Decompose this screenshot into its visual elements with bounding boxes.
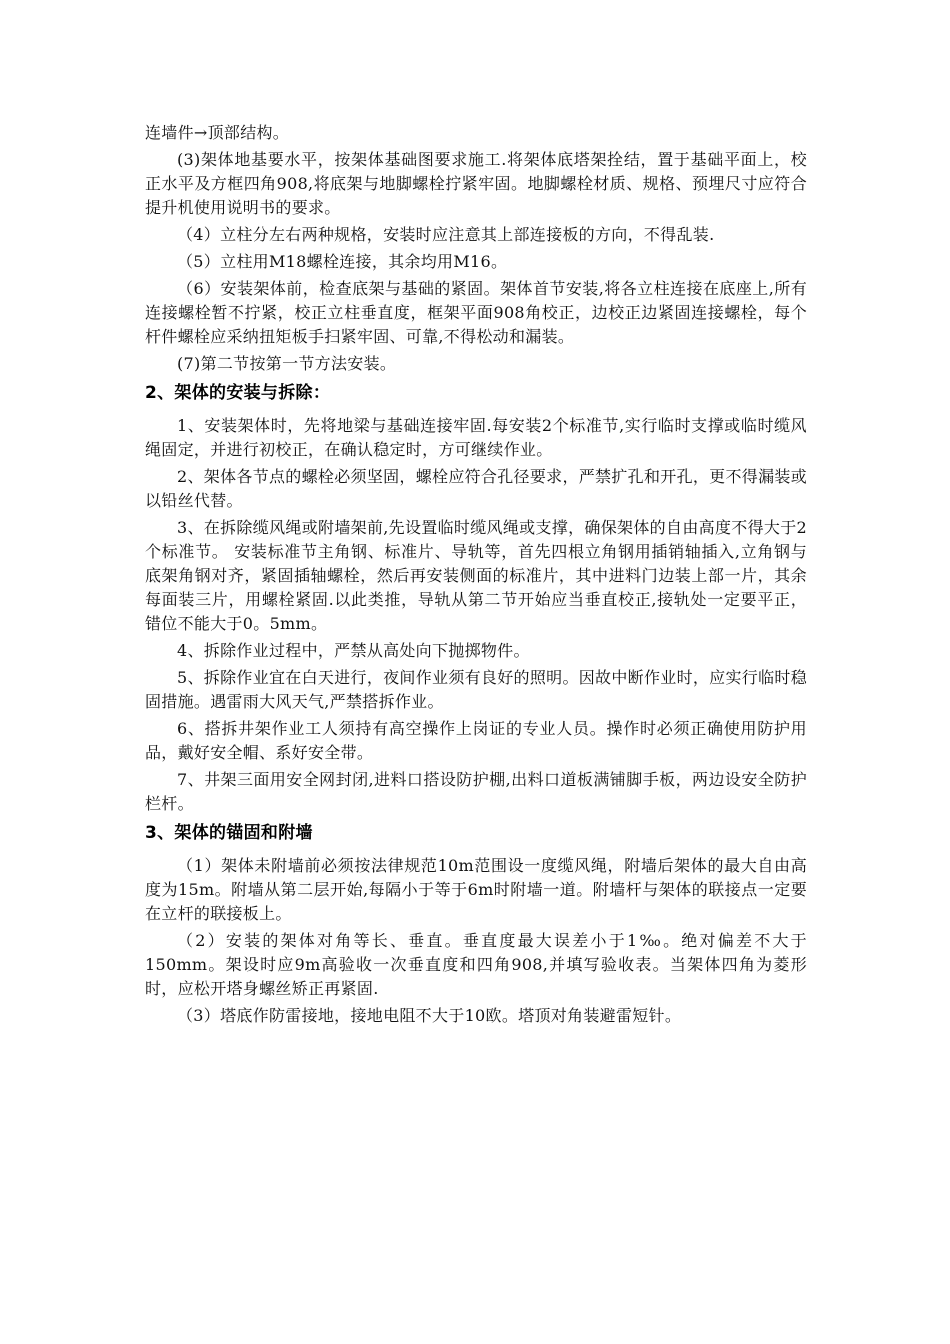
section2-item-2: 2、架体各节点的螺栓必须坚固，螺栓应符合孔径要求，严禁扩孔和开孔，更不得漏装或以铅丝代替。 xyxy=(145,467,807,510)
document-page xyxy=(145,121,807,1028)
paragraph-item-7: (7)第二节按第一节方法安装。 xyxy=(177,354,397,373)
paragraph-item-3: (3)架体地基要水平，按架体基础图要求施工.将架体底塔架拴结，置于基础平面上，校正水平及方框四角908,将底架与地脚螺栓拧紧牢固。地脚螺栓材质、规格、预埋尺寸应符合提升机使用说明书的要求。 xyxy=(145,150,807,217)
section2-item-1: 1、安装架体时，先将地梁与基础连接牢固.每安装2个标准节,实行临时支撑或临时缆风绳固定，并进行初校正，在确认稳定时，方可继续作业。 xyxy=(145,416,807,459)
paragraph-item-6: （6）安装架体前，检查底架与基础的紧固。架体首节安装,将各立柱连接在底座上,所有连接螺栓暂不拧紧，校正立柱垂直度，框架平面908角校正，边校正边紧固连接螺栓，每个杆件螺栓应采纳扭矩板手扫紧牢固、可靠,不得松动和漏装。 xyxy=(145,279,807,346)
section3-item-2: （2）安装的架体对角等长、垂直。垂直度最大误差小于1‰。绝对偏差不大于150mm。架设时应9m高验收一次垂直度和四角908,并填写验收表。当架体四角为菱形时，应松开塔身螺丝矫正再紧固. xyxy=(145,931,807,998)
section2-item-6: 6、搭拆井架作业工人须持有高空操作上岗证的专业人员。操作时必须正确使用防护用品，戴好安全帽、系好安全带。 xyxy=(145,719,807,762)
section2-item-5: 5、拆除作业宜在白天进行，夜间作业须有良好的照明。因故中断作业时，应实行临时稳固措施。遇雷雨大风天气,严禁搭拆作业。 xyxy=(145,668,807,711)
section2-item-7: 7、井架三面用安全网封闭,进料口搭设防护棚,出料口道板满铺脚手板，两边设安全防护栏杆。 xyxy=(145,770,807,813)
section-heading-3: 3、架体的锚固和附墙 xyxy=(145,823,313,843)
intro-line: 连墙件→顶部结构。 xyxy=(145,123,290,142)
paragraph-item-5: （5）立柱用M18螺栓连接，其余均用M16。 xyxy=(177,252,508,271)
section-heading-2: 2、架体的安装与拆除： xyxy=(145,383,331,403)
paragraph-item-4: （4）立柱分左右两种规格，安装时应注意其上部连接板的方向，不得乱装. xyxy=(177,225,715,244)
section2-item-4: 4、拆除作业过程中，严禁从高处向下抛掷物件。 xyxy=(177,641,530,660)
section3-item-3: （3）塔底作防雷接地，接地电阻不大于10欧。塔顶对角装避雷短针。 xyxy=(177,1006,682,1025)
section2-item-3: 3、在拆除缆风绳或附墙架前,先设置临时缆风绳或支撑，确保架体的自由高度不得大于2个标准节。 安装标准节主角钢、标准片、导轨等，首先四根立角钢用插销轴插入,立角钢与底架角钢对齐，紧固插轴螺栓，然后再安装侧面的标准片，其中进料门边装上部一片，其余每面装三片，用螺栓紧固.以此类推，导轨从第二节开始应当垂直校正,接轨处一定要平正，错位不能大于0。5mm。 xyxy=(145,518,807,633)
section3-item-1: （1）架体未附墙前必须按法律规范10m范围设一度缆风绳，附墙后架体的最大自由高度为15m。附墙从第二层开始,每隔小于等于6m时附墙一道。附墙杆与架体的联接点一定要在立杆的联接板上。 xyxy=(145,856,807,923)
